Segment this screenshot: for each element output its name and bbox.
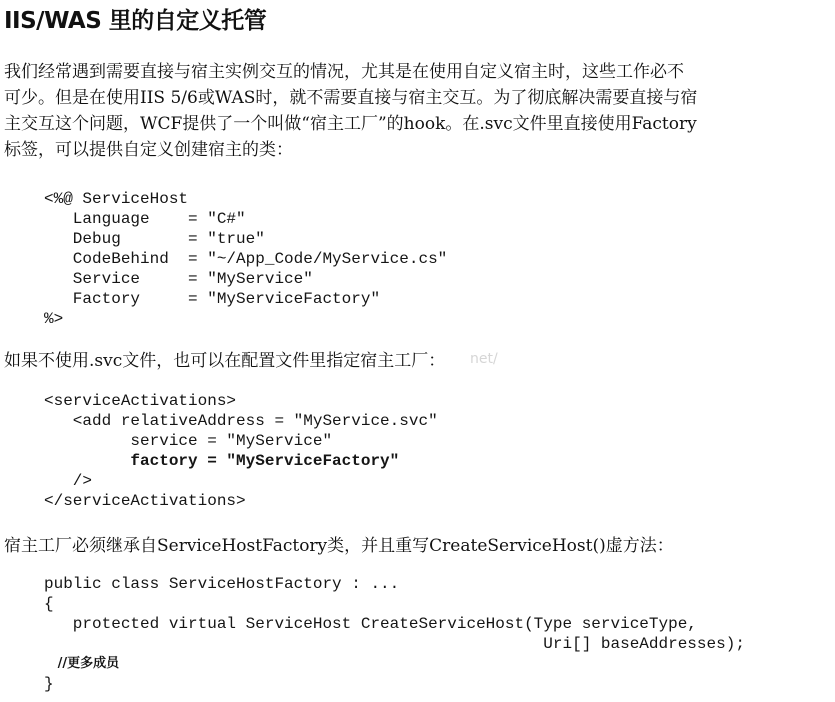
intro-line-3: 主交互这个问题，WCF提供了一个叫做“宿主工厂”的hook。在.svc文件里直接使用Factory xyxy=(4,114,697,134)
code-line: Language = "C#" xyxy=(44,210,246,228)
code-line: <serviceActivations> xyxy=(44,392,237,410)
code-line: CodeBehind = "~/App_Code/MyService.cs" xyxy=(44,250,448,268)
service-host-factory-sentence: 宿主工厂必须继承自ServiceHostFactory类，并且重写CreateServiceHost()虚方法： xyxy=(4,536,674,556)
code-line-factory-highlight: factory = "MyServiceFactory" xyxy=(44,452,400,470)
code-line: protected virtual ServiceHost CreateServiceHost(Type serviceType, xyxy=(44,615,697,633)
code-comment-line: //更多成员 xyxy=(44,656,120,671)
intro-line-2: 可少。但是在使用IIS 5/6或WAS时，就不需要直接与宿主交互。为了彻底解决需要直接与宿 xyxy=(4,88,698,108)
code-line: <add relativeAddress = "MyService.svc" xyxy=(44,412,438,430)
code-line: public class ServiceHostFactory : ... xyxy=(44,575,400,593)
code-line: %> xyxy=(44,310,64,328)
code-line: Uri[] baseAddresses); xyxy=(44,635,745,653)
servicehost-directive-code xyxy=(44,189,447,329)
watermark: net/ xyxy=(470,351,498,367)
intro-line-1: 我们经常遇到需要直接与宿主实例交互的情况，尤其是在使用自定义宿主时，这些工作必不 xyxy=(4,62,684,82)
code-line: Debug = "true" xyxy=(44,230,265,248)
code-line: Factory = "MyServiceFactory" xyxy=(44,290,381,308)
code-line: } xyxy=(44,675,54,693)
code-line: service = "MyService" xyxy=(44,432,333,450)
code-line: Service = "MyService" xyxy=(44,270,313,288)
code-line: { xyxy=(44,595,54,613)
intro-paragraph xyxy=(4,59,829,163)
code-line: </serviceActivations> xyxy=(44,492,246,510)
code-line: /> xyxy=(44,472,93,490)
intro-line-4: 标签，可以提供自定义创建宿主的类： xyxy=(4,140,293,160)
section-title: IIS/WAS 里的自定义托管 xyxy=(4,8,267,34)
service-host-factory-class-code xyxy=(44,574,745,694)
service-activations-code xyxy=(44,391,438,511)
code-line: <%@ ServiceHost xyxy=(44,190,189,208)
config-factory-sentence: 如果不使用.svc文件，也可以在配置文件里指定宿主工厂： xyxy=(4,351,446,371)
